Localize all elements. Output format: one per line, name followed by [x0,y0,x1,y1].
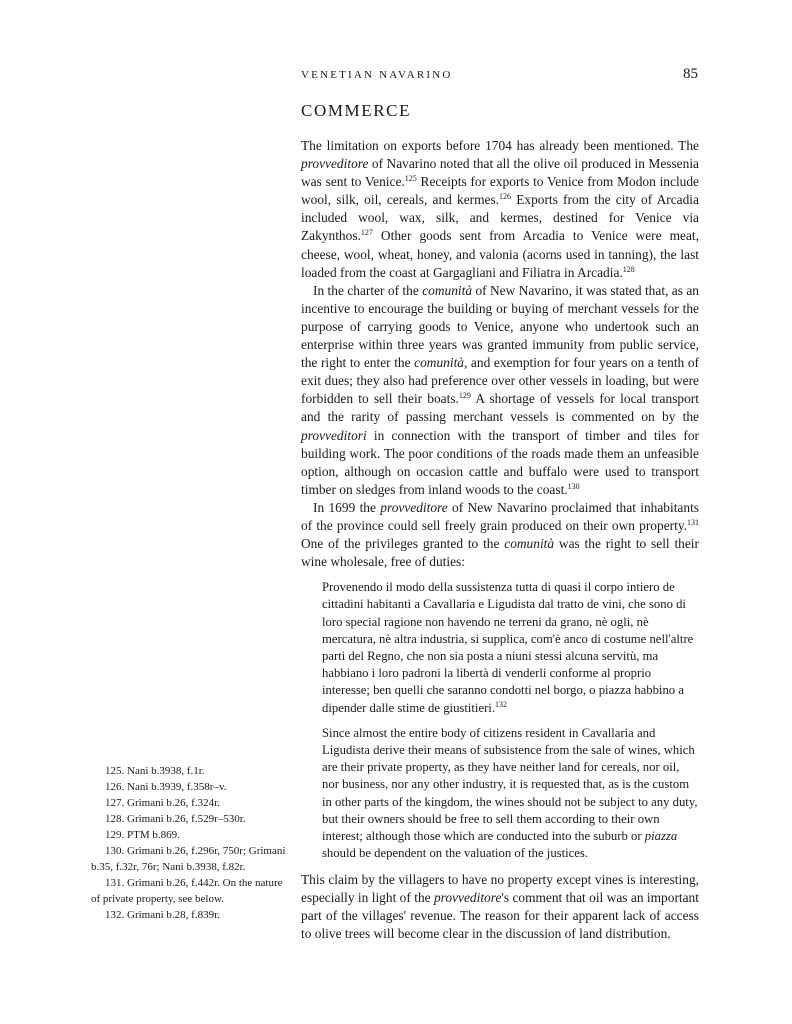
text-run: and exemption for four years on a tenth of exit dues; they also had preference over other vessels in loading, but were forbidden to sell their boats. [301,355,699,407]
footnote-ref[interactable]: 131 [687,517,699,527]
text-run: In the charter of the [313,282,423,298]
text-run: of New Navarino, it was stated that, as an incentive to encourage the building or buying of merchant vessels for the purpose of carrying goods to Venice, anyone who undertook such an enterprise within three years was granted immunity from public service, the right to enter the [301,282,699,371]
paragraph-charter [301,282,699,499]
section-heading: COMMERCE [301,101,412,120]
footnotes [91,763,291,923]
text-run: In 1699 the [313,499,381,515]
italic-term: provveditore [301,156,369,172]
italic-term: provveditori [301,427,367,443]
quote-text [322,579,699,717]
running-head [301,68,698,84]
body-text [301,137,699,943]
footnote-ref[interactable]: 128 [622,264,635,274]
page-number: 85 [683,66,698,82]
text-run: in connection with the transport of timber and tiles for building work. The poor conditions of the roads made them an unfeasible option, although on occasion cattle and buffalo were used to transport timber on sledges from inland woods to the coast. [301,427,699,497]
block-quote-translation [322,725,699,863]
text-run: of Navarino noted that all the olive oil produced in Messenia was sent to Venice. [301,156,699,190]
text-run: This claim by the villagers to have no property except vines is interesting, especially in light of the [301,871,699,905]
italic-term: comunità [422,282,473,298]
paragraph-claim [301,871,699,943]
paragraph-exports [301,137,699,282]
footnote-ref[interactable]: 125 [404,174,417,184]
block-quote-italian [322,579,699,717]
paragraph-1699 [301,499,699,571]
text-run: Since almost the entire body of citizens resident in Cavallaria and Ligudista derive their means of subsistence from the sale of wines, which are their private property, as they have neither land for cereals, nor oil, nor business, nor any other industry, it is requested that, as is the custom in other parts of the kingdom, the wines should not be subject to any duty, but their owners should be free to sell them according to their own interest; although those which are conducted into the suburb or [322,725,698,844]
footnote-ref[interactable]: 127 [360,228,373,238]
text-run: of New Navarino proclaimed that inhabitants of the province could sell freely grain produced on their own property. [301,499,700,533]
text-run: Receipts for exports to Venice from Modon include wool, silk, oil, cereals, and kermes. [301,174,699,208]
footnote-130: 130. Grimani b.26, f.296r, 750r; Grimani b.35, f.32r, 76r; Nani b.3938, f.82r. [91,845,286,873]
italic-term: provveditore [433,889,502,905]
italic-term: provveditore [380,499,448,515]
text-run: 's comment that oil was an important part of the villages' revenue. The reason for their apparent lack of access to olive trees will become clear in the discussion of land distribution. [301,889,699,941]
footnote-128: 128. Grimani b.26, f.529r–530r. [105,813,246,825]
italic-term: comunità, [414,355,468,371]
quote-text [322,725,699,863]
italic-term: comunità [504,536,555,552]
footnote-126: 126. Nani b.3939, f.358r–v. [105,781,227,793]
italic-term: piazza [644,829,678,844]
text-run: One of the privileges granted to the [301,536,505,552]
text-run: Other goods sent from Arcadia to Venice were meat, cheese, wool, wheat, honey, and valonia (acorns used in tanning), the last loaded from the coast at Gargagliani and Filiatra in Arcadia. [301,228,699,280]
footnote-125: 125. Nani b.3938, f.1r. [105,765,205,777]
text-run: should be dependent on the valuation of the justices. [322,846,589,861]
text-run: Exports from the city of Arcadia included wool, wax, silk, and kermes, destined for Venice via Zakynthos. [301,192,699,244]
text-run: A shortage of vessels for local transport and the rarity of passing merchant vessels is commented on by the [301,391,699,425]
footnote-ref[interactable]: 129 [458,391,471,401]
footnote-ref[interactable]: 132 [495,699,507,709]
footnote-132: 132. Grimani b.28, f.839r. [105,909,220,921]
footnote-131: 131. Grimani b.26, f.442r. On the nature of private property, see below. [91,877,283,905]
footnote-ref[interactable]: 126 [499,192,512,202]
text-run: was the right to sell their wine wholesale, free of duties: [301,536,699,570]
footnote-129: 129. PTM b.869. [105,829,180,841]
footnote-127: 127. Grimani b.26, f.324r. [105,797,220,809]
text-run: Provenendo il modo della sussistenza tutta di quasi il corpo intiero de cittadini habitanti a Cavallaria e Ligudista dal tratto de vini, che sono di loro special ragione non havendo ne terreni da grano, nè ogli, nè mercatura, nè altra industria, si supplica, com'è anco di costume nell'altre parti del Regno, che non sia posta a niuni stessi alcuna servitù, ma habbiano i loro padroni la libertà di venderli conforme al proprio interesse; ben quelli che saranno condotti nel borgo, o piazza habbino a dipender dalle stime de giustitieri. [322,580,694,715]
text-run: The limitation on exports before 1704 has already been mentioned. The [301,138,699,153]
footnote-ref[interactable]: 130 [567,481,580,491]
running-title: VENETIAN NAVARINO [301,69,453,81]
